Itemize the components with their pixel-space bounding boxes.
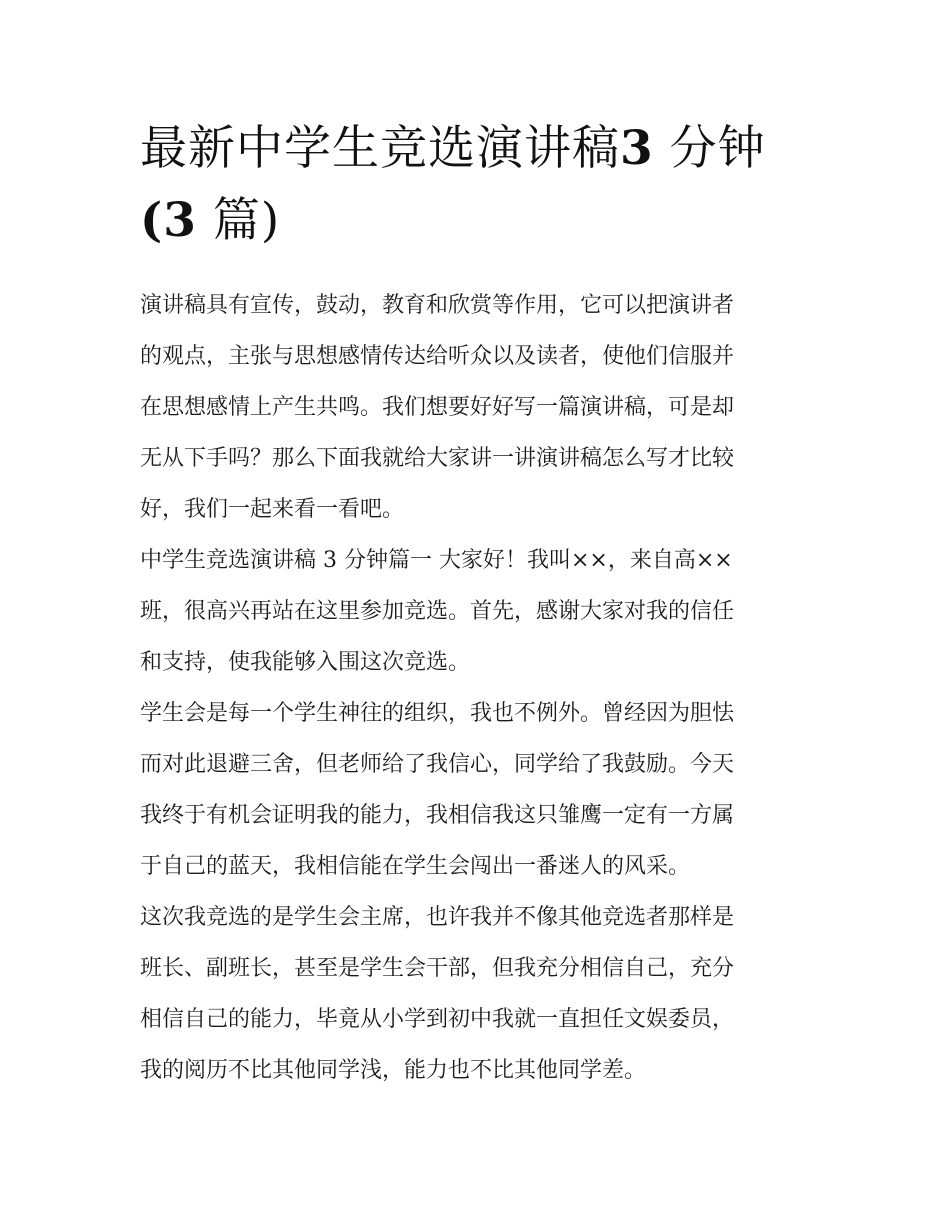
- title-line-1: [140, 113, 820, 185]
- title-number: 3: [620, 121, 654, 176]
- text-line: 学生会是每一个学生神往的组织，我也不例外。曾经因为胆怯: [140, 701, 735, 726]
- title-count-unit: 篇): [212, 193, 281, 248]
- title-unit: 分钟: [669, 121, 766, 176]
- text-line: 我终于有机会证明我的能力，我相信我这只雏鹰一定有一方属: [140, 803, 735, 828]
- text-line: 无从下手吗？那么下面我就给大家讲一讲演讲稿怎么写才比较: [140, 446, 735, 471]
- text-line: 的观点，主张与思想感情传达给听众以及读者，使他们信服并: [140, 344, 735, 369]
- text-line: 而对此退避三舍，但老师给了我信心，同学给了我鼓励。今天: [140, 752, 735, 777]
- paragraph-intro: [140, 280, 815, 535]
- text-line: 这次我竞选的是学生会主席，也许我并不像其他竞选者那样是: [140, 905, 735, 930]
- text-line: 于自己的蓝天，我相信能在学生会闯出一番迷人的风采。: [140, 854, 691, 879]
- text-line: 好，我们一起来看一看吧。: [140, 497, 405, 522]
- text-line: 班长、副班长，甚至是学生会干部，但我充分相信自己，充分: [140, 956, 735, 981]
- text-line: 相信自己的能力，毕竟从小学到初中我就一直担任文娱委员，: [140, 1007, 735, 1032]
- text-line: 班，很高兴再站在这里参加竞选。首先，感谢大家对我的信任: [140, 599, 735, 624]
- text-line: 中学生竞选演讲稿 3 分钟篇一 大家好！我叫××，来自高××: [140, 548, 733, 573]
- title-line-2: [140, 185, 820, 257]
- text-line: 在思想感情上产生共鸣。我们想要好好写一篇演讲稿，可是却: [140, 395, 735, 420]
- paragraph-candidacy: [140, 892, 815, 1096]
- text-line: 我的阅历不比其他同学浅，能力也不比其他同学差。: [140, 1058, 647, 1083]
- title-text: 最新中学生竞选演讲稿: [140, 121, 620, 176]
- title-count: (3: [140, 193, 197, 248]
- text-line: 和支持，使我能够入围这次竞选。: [140, 650, 471, 675]
- document-title: [140, 113, 820, 257]
- document-body: [140, 280, 815, 1096]
- text-line: 演讲稿具有宣传，鼓动，教育和欣赏等作用，它可以把演讲者: [140, 293, 735, 318]
- paragraph-speech-opening: [140, 535, 815, 688]
- paragraph-student-union: [140, 688, 815, 892]
